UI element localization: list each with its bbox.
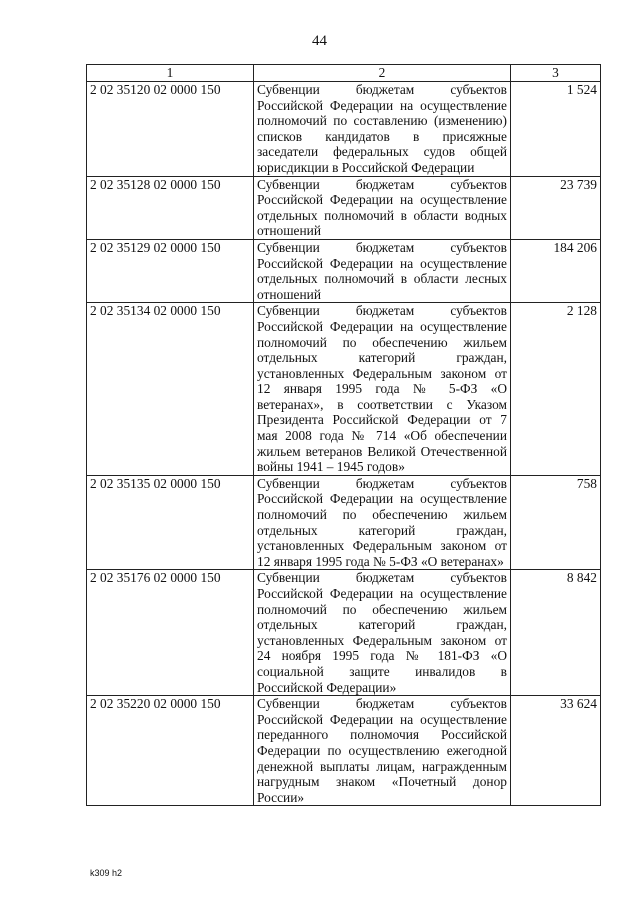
budget-code-cell: 2 02 35129 02 0000 150 — [87, 239, 254, 302]
amount-cell: 33 624 — [511, 696, 601, 806]
description-cell: Субвенции бюджетам субъектов Российской Федерации на осуществление полномочий по обеспечению жильем отдельных категорий граждан, установленных Федеральным законом от 12 января 1995 года № 5-ФЗ «О ветеранах», в соответствии с Указом Президента Российской Федерации от 7 мая 2008 года № 714 «Об обеспечении жильем ветеранов Великой Отечественной войны 1941 – 1945 годов» — [254, 303, 511, 476]
amount-cell: 758 — [511, 475, 601, 570]
table-row — [87, 82, 601, 177]
description-cell: Субвенции бюджетам субъектов Российской Федерации на осуществление полномочий по обеспечению жильем отдельных категорий граждан, установленных Федеральным законом от 24 ноября 1995 года № 181-ФЗ «О социальной защите инвалидов в Российской Федерации» — [254, 570, 511, 696]
description-cell: Субвенции бюджетам субъектов Российской Федерации на осуществление полномочий по составлению (изменению) списков кандидатов в присяжные заседатели федеральных судов общей юрисдикции в Российской Федерации — [254, 82, 511, 177]
table-row — [87, 475, 601, 570]
amount-cell: 1 524 — [511, 82, 601, 177]
table-header-row — [87, 65, 601, 82]
document-code-mark: k309 h2 — [90, 868, 123, 878]
page-number: 44 — [312, 33, 327, 49]
description-cell: Субвенции бюджетам субъектов Российской Федерации на осуществление отдельных полномочий в области водных отношений — [254, 176, 511, 239]
budget-code-cell: 2 02 35134 02 0000 150 — [87, 303, 254, 476]
description-cell: Субвенции бюджетам субъектов Российской Федерации на осуществление полномочий по обеспечению жильем отдельных категорий граждан, установленных Федеральным законом от 12 января 1995 года № 5-ФЗ «О ветеранах» — [254, 475, 511, 570]
description-cell: Субвенции бюджетам субъектов Российской Федерации на осуществление переданного полномочия Российской Федерации по осуществлению ежегодной денежной выплаты лицам, награжденным нагрудным знаком «Почетный донор России» — [254, 696, 511, 806]
amount-cell: 2 128 — [511, 303, 601, 476]
budget-table — [86, 64, 601, 806]
table-row — [87, 239, 601, 302]
budget-code-cell: 2 02 35128 02 0000 150 — [87, 176, 254, 239]
amount-cell: 23 739 — [511, 176, 601, 239]
table-row — [87, 696, 601, 806]
column-header-amount: 3 — [511, 65, 601, 82]
budget-code-cell: 2 02 35176 02 0000 150 — [87, 570, 254, 696]
table-row — [87, 176, 601, 239]
budget-code-cell: 2 02 35220 02 0000 150 — [87, 696, 254, 806]
column-header-code: 1 — [87, 65, 254, 82]
budget-code-cell: 2 02 35120 02 0000 150 — [87, 82, 254, 177]
amount-cell: 8 842 — [511, 570, 601, 696]
description-cell: Субвенции бюджетам субъектов Российской Федерации на осуществление отдельных полномочий в области лесных отношений — [254, 239, 511, 302]
table-row — [87, 303, 601, 476]
budget-code-cell: 2 02 35135 02 0000 150 — [87, 475, 254, 570]
amount-cell: 184 206 — [511, 239, 601, 302]
table-row — [87, 570, 601, 696]
column-header-description: 2 — [254, 65, 511, 82]
